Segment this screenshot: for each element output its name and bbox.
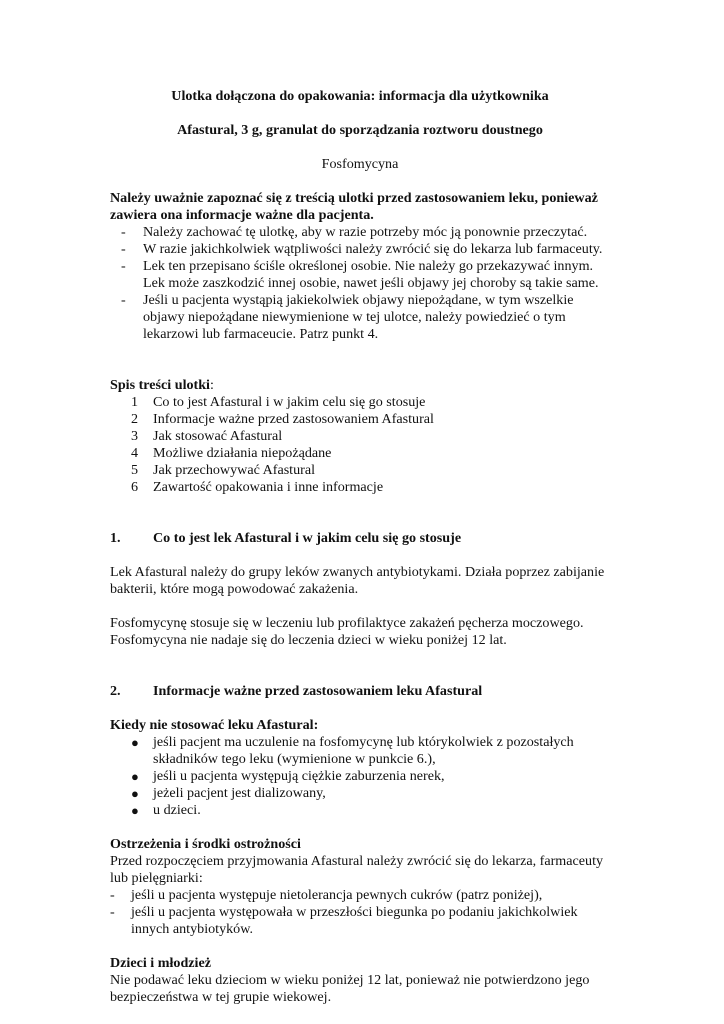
section-1-heading: 1. Co to jest lek Afastural i w jakim celu się go stosuje [110,530,462,546]
children-heading: Dzieci i młodzież [110,955,211,971]
list-item: ● u dzieci. [131,802,201,818]
toc-heading: Spis treści ulotki: [110,377,214,393]
section-2-heading: 2. Informacje ważne przed zastosowaniem leku Afastural [110,683,483,699]
section-1-para-1: Lek Afastural należy do grupy leków zwanych antybiotykami. Działa poprzez zabijanie bakterii, które mogą powodować zakażenia. [110,564,605,597]
contraindications-heading: Kiedy nie stosować leku Afastural: [110,717,319,733]
toc-item: 5 Jak przechowywać Afastural [131,462,316,478]
list-item: - W razie jakichkolwiek wątpliwości należy zwrócić się do lekarza lub farmaceuty. [121,241,603,257]
section-1-para-2: Fosfomycynę stosuje się w leczeniu lub profilaktyce zakażeń pęcherza moczowego. Fosfomycyna nie nadaje się do leczenia dzieci w wieku poniżej 12 lat. [110,615,584,648]
intro-warning: Należy uważnie zapoznać się z treścią ulotki przed zastosowaniem leku, ponieważ zawiera ona informacje ważne dla pacjenta. [110,190,598,223]
list-item: - jeśli u pacjenta występowała w przeszłości biegunka po podaniu jakichkolwiek innych antybiotyków. [110,904,578,937]
list-item: - jeśli u pacjenta występuje nietolerancja pewnych cukrów (patrz poniżej), [110,887,543,903]
toc-item: 6 Zawartość opakowania i inne informacje [131,479,384,495]
product-name: Afastural, 3 g, granulat do sporządzania roztworu doustnego [177,122,543,138]
list-item: ● jeżeli pacjent jest dializowany, [131,785,326,801]
list-item: ● jeśli u pacjenta występują ciężkie zaburzenia nerek, [131,768,445,784]
contraindications-list [110,734,610,819]
list-item: - Jeśli u pacjenta wystąpią jakiekolwiek objawy niepożądane, w tym wszelkie objawy niepożądane niewymienione w tej ulotce, należy powiedzieć o tym lekarzowi lub farmaceucie. Patrz punkt 4. [121,292,574,342]
children-text: Nie podawać leku dzieciom w wieku poniżej 12 lat, ponieważ nie potwierdzono jego bezpieczeństwa w tej grupie wiekowej. [110,972,590,1005]
toc-item: 3 Jak stosować Afastural [131,428,283,444]
toc-item: 4 Możliwe działania niepożądane [131,445,332,461]
list-item: - Lek ten przepisano ściśle określonej osobie. Nie należy go przekazywać innym. Lek może zaszkodzić innej osobie, nawet jeśli objawy jej choroby są takie same. [121,258,599,291]
list-item: ● jeśli pacjent ma uczulenie na fosfomycynę lub którykolwiek z pozostałych składników tego leku (wymienione w punkcie 6.), [131,734,574,767]
leaflet-title: Ulotka dołączona do opakowania: informacja dla użytkownika [171,88,549,104]
toc-list [110,394,610,496]
toc-item: 2 Informacje ważne przed zastosowaniem Afastural [131,411,434,427]
warnings-heading: Ostrzeżenia i środki ostrożności [110,836,301,852]
warnings-text: Przed rozpoczęciem przyjmowania Afastural należy zwrócić się do lekarza, farmaceuty lub pielęgniarki: [110,853,604,886]
toc-item: 1 Co to jest Afastural i w jakim celu się go stosuje [131,394,426,410]
leaflet-page [110,88,610,1006]
warnings-list [110,887,610,938]
active-substance: Fosfomycyna [321,156,399,172]
list-item: - Należy zachować tę ulotkę, aby w razie potrzeby móc ją ponownie przeczytać. [121,224,588,240]
intro-list [110,224,610,343]
